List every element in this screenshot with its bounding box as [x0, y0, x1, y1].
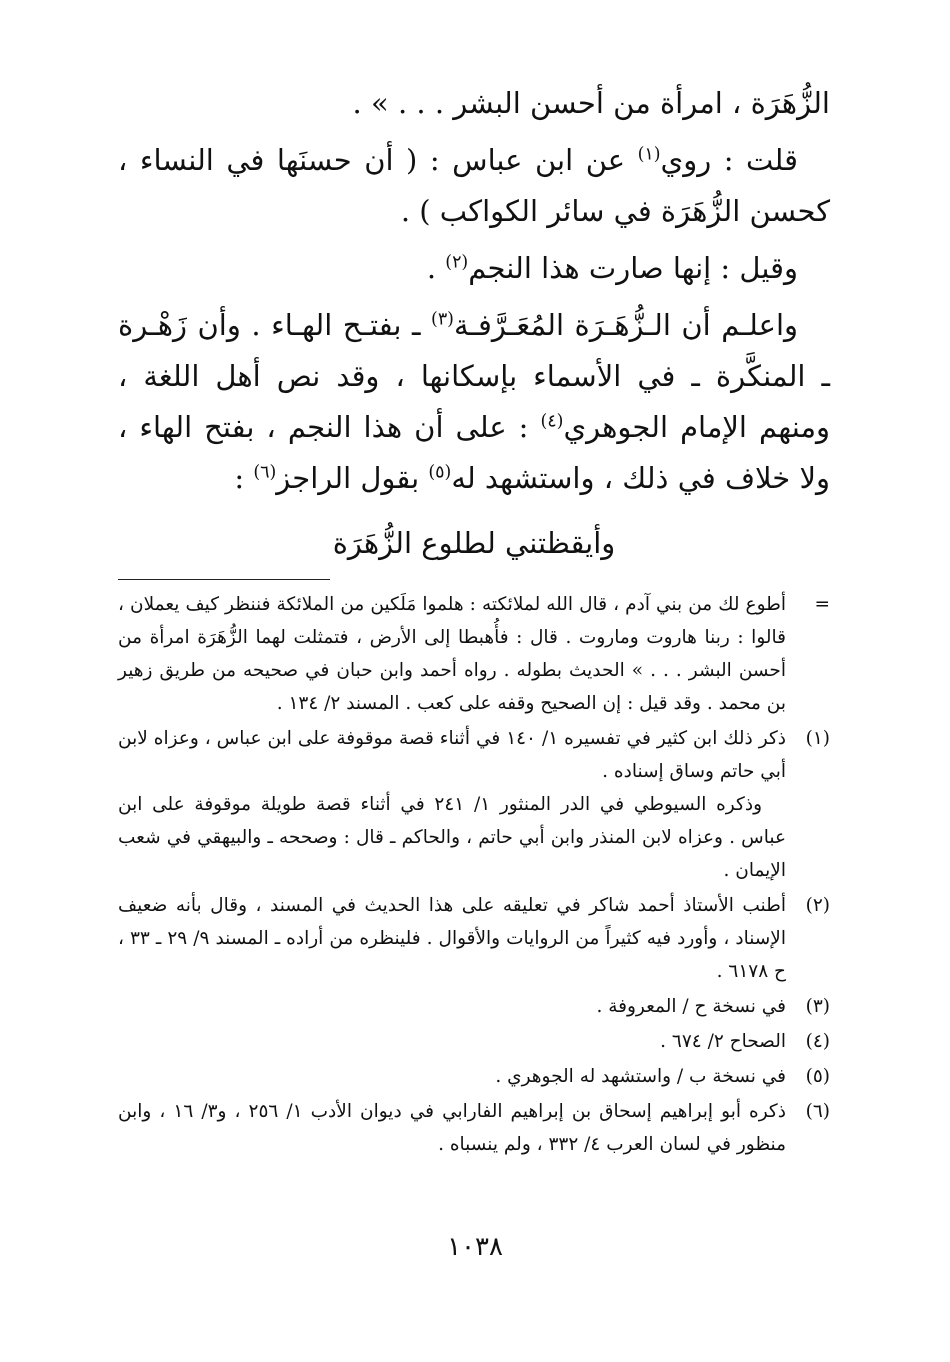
- footnote-mark: (٥): [805, 1066, 830, 1087]
- footnote-mark: (٣): [805, 996, 830, 1017]
- paragraph-text: بقول الراجز: [276, 461, 429, 495]
- page-number: ١٠٣٨: [447, 1232, 503, 1262]
- paragraph-zuhara-spelling: [118, 300, 830, 504]
- footnote-2: [118, 889, 830, 988]
- paragraph-text: ـ بفتـح الهـاء . وأن زَهْـرة ـ المنكَّرة ـ في الأسماء بإسكانها ، وقد نص أهل اللغة ، ومنهم الإمام الجوهري: [118, 308, 830, 444]
- verse-line: وأيقظتني لطلوع الزُّهَرَة: [332, 526, 616, 560]
- paragraph-text: :: [234, 461, 254, 495]
- footnote-text: أطنب الأستاذ أحمد شاكر في تعليقه على هذا الحديث في المسند ، وقال بأنه ضعيف الإسناد ، وأورد فيه كثيراً من الروايات والأقوال . فلينظره من أراده ـ المسند ٩/ ٢٩ ـ ٣٣ ، ح ٦١٧٨ .: [118, 895, 786, 982]
- footnote-ref-2[interactable]: (٢): [445, 252, 469, 273]
- footnote-5: [118, 1060, 830, 1093]
- footnote-text: وذكره السيوطي في الدر المنثور ١/ ٢٤١ في أثناء قصة طويلة موقوفة على ابن عباس . وعزاه لابن المنذر وابن أبي حاتم ، والحاكم ـ قال : وصححه ـ والبيهقي في شعب الإيمان .: [118, 794, 786, 881]
- footnote-continuation: [118, 588, 830, 720]
- footnote-ref-4[interactable]: (٤): [540, 411, 564, 432]
- footnote-ref-6[interactable]: (٦): [253, 462, 277, 483]
- main-text: [118, 78, 830, 569]
- paragraph-text: واعلـم أن الـزُّهَـرَة المُعَـرَّفـة: [453, 308, 798, 342]
- footnote-body: [118, 588, 786, 720]
- footnote-1: [118, 722, 830, 887]
- footnote-text: ذكره أبو إبراهيم إسحاق بن إبراهيم الفارابي في ديوان الأدب ١/ ٢٥٦ ، و٣/ ١٦ ، وابن منظور في لسان العرب ٤/ ٣٣٢ ، ولم ينسباه .: [118, 1101, 786, 1155]
- footnote-3: [118, 990, 830, 1023]
- paragraph-text: عن ابن عباس : ( أن حسنَها في النساء ، كحسن الزُّهَرَة في سائر الكواكب ) .: [118, 143, 830, 228]
- footnote-text: ذكر ذلك ابن كثير في تفسيره ١/ ١٤٠ في أثناء قصة موقوفة على ابن عباس ، وعزاه لابن أبي حاتم وساق إسناده .: [118, 728, 787, 782]
- footnote-text: في نسخة ح / المعروفة .: [596, 996, 786, 1017]
- footnotes-section: [118, 588, 830, 1161]
- footnote-text: الصحاح ٢/ ٦٧٤ .: [660, 1031, 786, 1052]
- paragraph-ibn-abbas: [118, 135, 830, 237]
- page-content: [118, 78, 830, 1163]
- footnote-ref-3[interactable]: (٣): [431, 309, 454, 330]
- footnote-body: [118, 1025, 786, 1058]
- footnote-mark: =: [814, 594, 830, 615]
- footnote-body: [118, 722, 786, 887]
- footnote-body: [118, 1060, 786, 1093]
- footnote-mark: (٦): [805, 1101, 830, 1122]
- footnote-text: في نسخة ب / واستشهد له الجوهري .: [495, 1066, 786, 1087]
- paragraph-text: وقيل : إنها صارت هذا النجم: [468, 251, 798, 285]
- footnote-body: [118, 889, 786, 988]
- footnote-4: [118, 1025, 830, 1058]
- paragraph-star: [118, 243, 830, 294]
- footnote-6: [118, 1095, 830, 1161]
- footnote-mark: (١): [805, 728, 830, 749]
- footnote-ref-5[interactable]: (٥): [428, 462, 452, 483]
- paragraph-text: .: [426, 251, 446, 285]
- footnote-body: [118, 1095, 786, 1161]
- paragraph-quote-end: الزُّهَرَة ، امرأة من أحسن البشر . . . » .: [352, 86, 830, 120]
- footnote-ref-1[interactable]: (١): [637, 144, 661, 165]
- footnote-mark: (٢): [805, 895, 830, 916]
- paragraph-text: قلت : روي: [660, 143, 798, 177]
- footnote-separator: [118, 579, 330, 580]
- paragraph-text: : على أن هذا النجم ، بفتح الهاء ، ولا خلاف في ذلك ، واستشهد له: [118, 410, 830, 495]
- footnote-mark: (٤): [805, 1031, 830, 1052]
- footnote-body: [118, 990, 786, 1023]
- footnote-text: أطوع لك من بني آدم ، قال الله لملائكته : هلموا مَلَكين من الملائكة فننظر كيف يعملان ، قالوا : ربنا هاروت وماروت . قال : فأُهبطا إلى الأرض ، فتمثلت لهما الزُّهَرَة امرأة من أحسن البشر . . . » الحديث بطوله . رواه أحمد وابن حبان في صحيحه من طريق زهير بن محمد . وقد قيل : إن الصحيح وقفه على كعب . المسند ٢/ ١٣٤ .: [118, 594, 786, 714]
